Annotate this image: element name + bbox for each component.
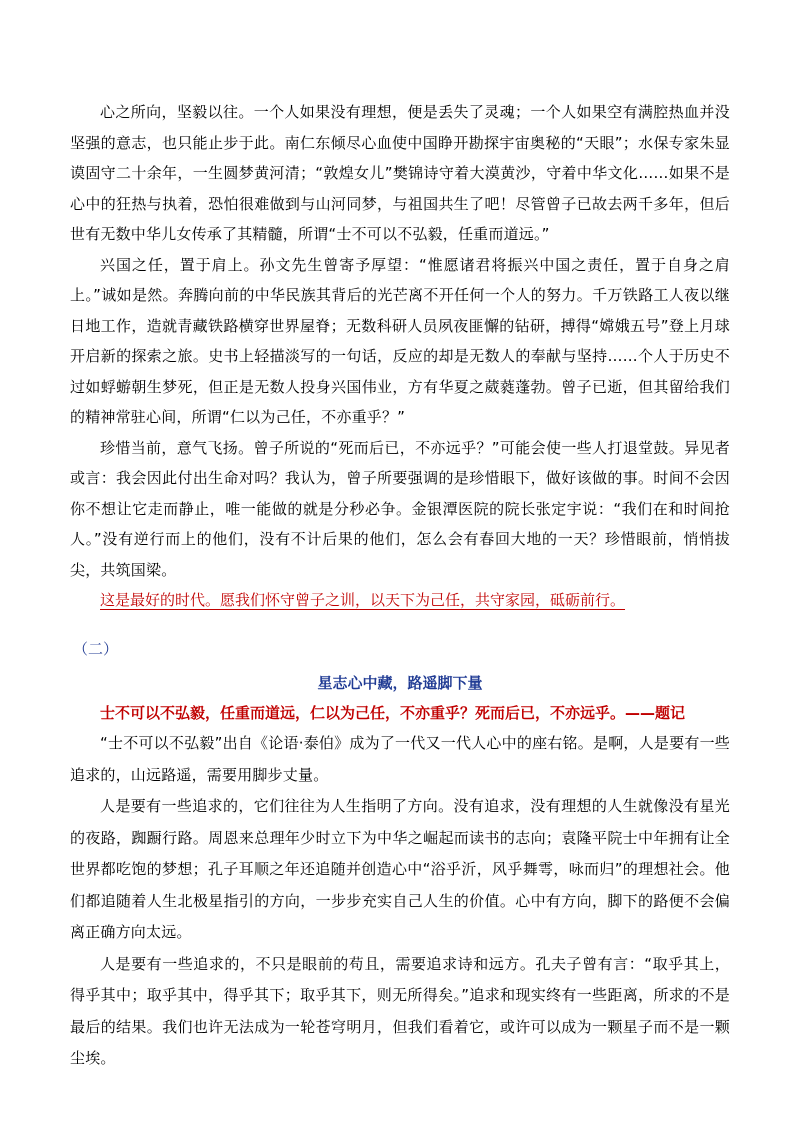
essay-two-title: 星志心中藏，路遥脚下量 <box>317 674 483 692</box>
essay-one <box>70 97 730 616</box>
essay-one-closing: 这是最好的时代。愿我们怀守曾子之训，以天下为己任，共守家园，砥砺前行。 <box>100 591 626 609</box>
essay-one-paragraph-2: 兴国之任，置于肩上。孙文先生曾寄予厚望：“惟愿诸君将振兴中国之责任，置于自身之肩上。”诚如是然。奔腾向前的中华民族其背后的光芒离不开任何一个人的努力。千万铁路工人夜以继日地工作，造就青藏铁路横穿世界屋脊；无数科研人员夙夜匪懈的钻研，搏得“嫦娥五号”登上月球开启新的探索之旅。史书上轻描淡写的一句话，反应的却是无数人的奉献与坚持……个人于历史不过如蜉蝣朝生梦死，但正是无数人投身兴国伟业，方有华夏之葳蕤蓬勃。曾子已逝，但其留给我们的精神常驻心间，所谓“仁以为己任，不亦重乎？” <box>70 255 730 426</box>
essay-two-paragraph-1: “士不可以不弘毅”出自《论语·泰伯》成为了一代又一代人心中的座右铭。是啊，人是要有一些追求的，山远路遥，需要用脚步丈量。 <box>70 734 730 784</box>
essay-two-paragraph-2: 人是要有一些追求的，它们往往为人生指明了方向。没有追求，没有理想的人生就像没有星光的夜路，踟蹰行路。周恩来总理年少时立下为中华之崛起而读书的志向；袁隆平院士中年拥有让全世界都吃饱的梦想；孔子耳顺之年还追随并创造心中“浴乎沂，风乎舞雩，咏而归”的理想社会。他们都追随着人生北极星指引的方向，一步步充实自己人生的价值。心中有方向，脚下的路便不会偏离正确方向太远。 <box>70 797 730 941</box>
essay-one-paragraph-3: 珍惜当前，意气飞扬。曾子所说的“死而后已，不亦远乎？”可能会使一些人打退堂鼓。异见者或言：我会因此付出生命对吗？我认为，曾子所要强调的是珍惜眼下，做好该做的事。时间不会因你不想让它走而静止，唯一能做的就是分秒必争。金银潭医院的院长张定宇说：“我们在和时间抢人。”没有逆行而上的他们，没有不计后果的他们，怎么会有春回大地的一天？珍惜眼前，悄悄拔尖，共筑国梁。 <box>70 438 730 579</box>
essay-two-epigraph: 士不可以不弘毅，任重而道远，仁以为己任，不亦重乎？死而后已，不亦远乎。——题记 <box>100 704 686 722</box>
essay-one-paragraph-1: 心之所向，坚毅以往。一个人如果没有理想，便是丢失了灵魂；一个人如果空有满腔热血并没坚强的意志，也只能止步于此。南仁东倾尽心血使中国睁开勘探宇宙奥秘的“天眼”；水保专家朱显谟固守二十余年，一生圆梦黄河清；“敦煌女儿”樊锦诗守着大漠黄沙，守着中华文化……如果不是心中的狂热与执着，恐怕很难做到与山河同梦，与祖国共生了吧！尽管曾子已故去两千多年，但后世有无数中华儿女传承了其精髓，所谓“士不可以不弘毅，任重而道远。” <box>70 103 730 243</box>
essay-two <box>70 668 730 1075</box>
section-label: （二） <box>73 640 119 658</box>
essay-two-paragraph-3: 人是要有一些追求的，不只是眼前的苟且，需要追求诗和远方。孔夫子曾有言：“取乎其上，得乎其中；取乎其中，得乎其下；取乎其下，则无所得矣。”追求和现实终有一些距离，所求的不是最后的结果。我们也许无法成为一轮苍穹明月，但我们看着它，或许可以成为一颗星子而不是一颗尘埃。 <box>70 954 730 1067</box>
